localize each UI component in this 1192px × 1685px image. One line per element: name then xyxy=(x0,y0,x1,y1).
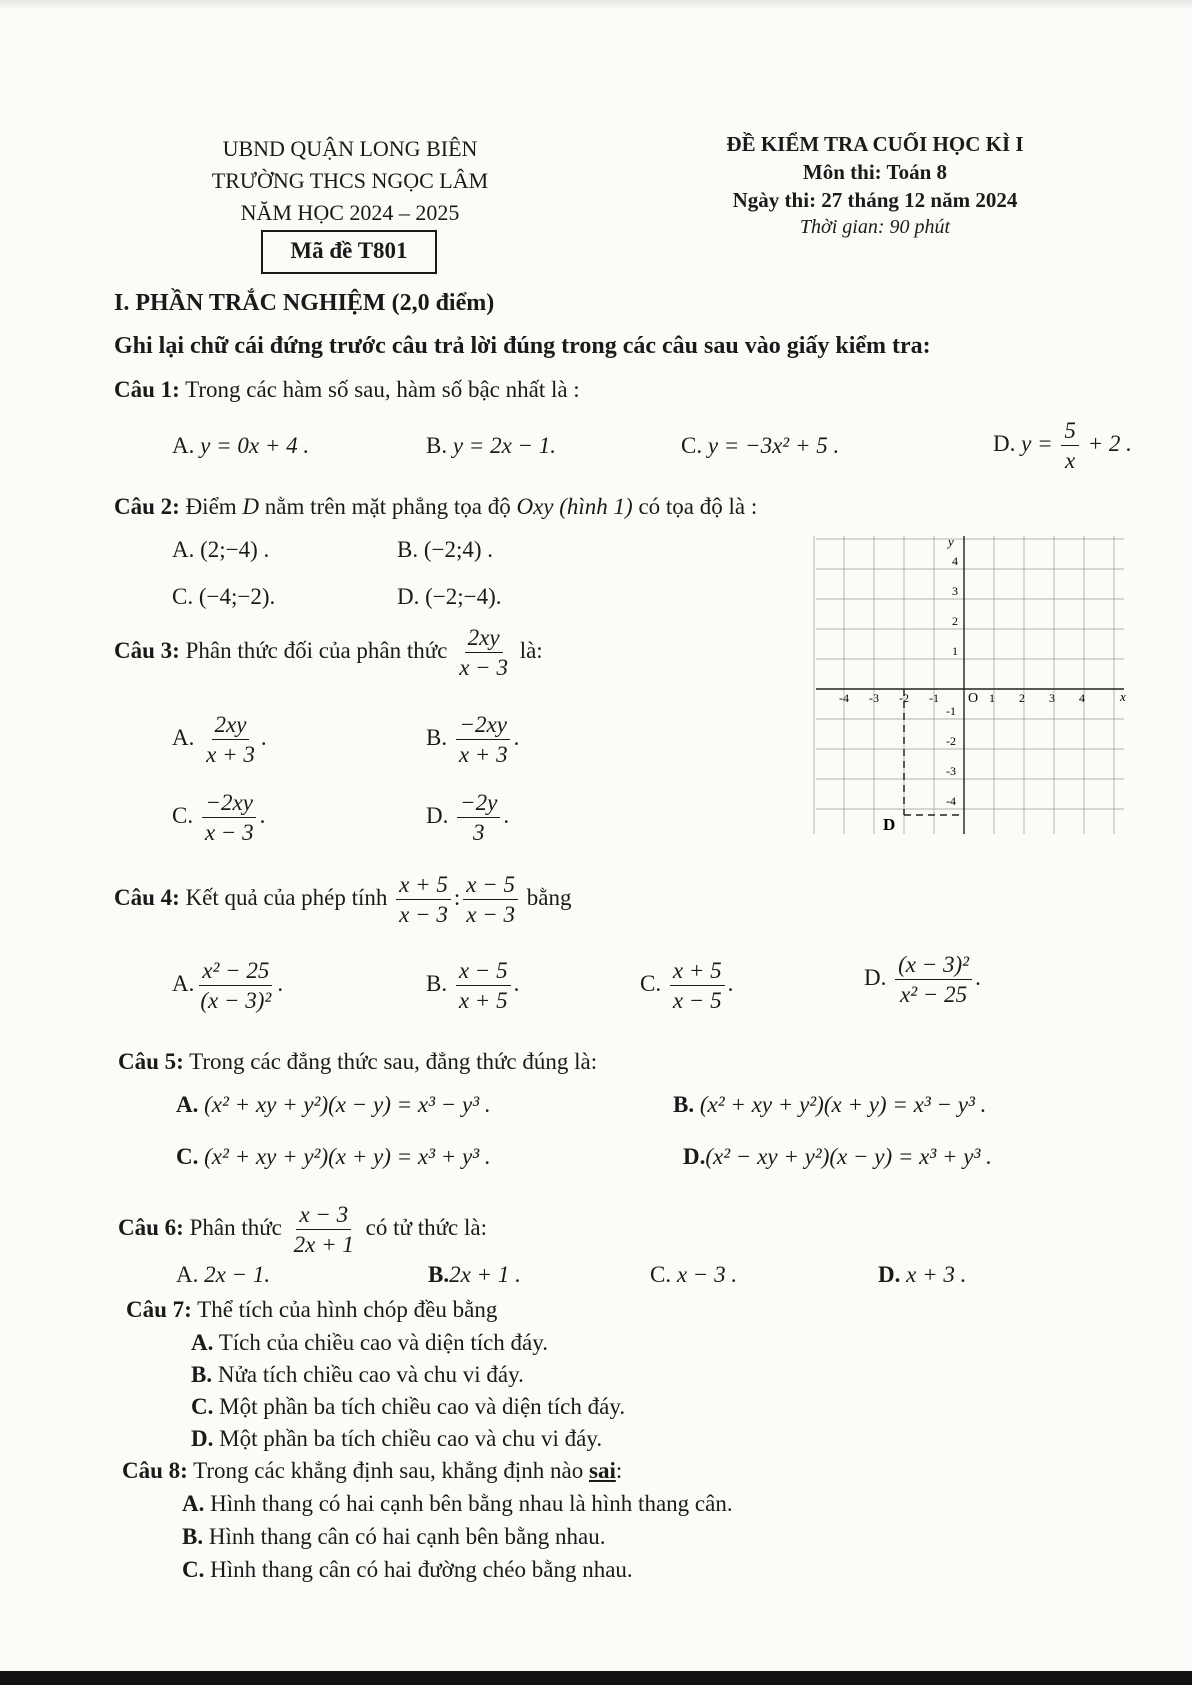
q7-option-d: D. Một phần ba tích chiều cao và chu vi đáy. xyxy=(191,1426,603,1451)
x-tick-label: 2 xyxy=(1019,691,1025,705)
origin-label: O xyxy=(968,691,979,706)
q2-option-b: B. (−2;4) . xyxy=(397,537,494,562)
q2-option-c: C. (−4;−2). xyxy=(172,584,276,609)
q3-option-a: A. $\frac{2xy}{x + 3}$ . xyxy=(172,712,267,768)
q8-option-b: B. Hình thang cân có hai cạnh bên bằng nhau. xyxy=(182,1524,606,1549)
y-tick-label: 4 xyxy=(952,554,958,568)
y-tick-label: 1 xyxy=(952,644,958,658)
q4-option-c: C. $\frac{x + 5}{x - 5}$ . xyxy=(640,958,734,1014)
q6-option-b: B.2x + 1 . xyxy=(428,1262,521,1287)
q3-option-c: C. $\frac{-2xy}{x - 3}$ . xyxy=(172,790,266,846)
x-tick-label: -2 xyxy=(899,691,909,705)
exam-date: Ngày thi: 27 tháng 12 năm 2024 xyxy=(732,188,1018,212)
x-tick-label: 4 xyxy=(1079,691,1085,705)
section-instruction: Ghi lại chữ cái đứng trước câu trả lời đúng trong các câu sau vào giấy kiểm tra: xyxy=(114,333,931,359)
y-axis-label: y xyxy=(948,534,954,549)
district-name: UBND QUẬN LONG BIÊN xyxy=(222,136,478,161)
q8-option-c: C. Hình thang cân có hai đường chéo bằng nhau. xyxy=(182,1557,633,1582)
x-tick-label: 1 xyxy=(989,691,995,705)
q7-option-c: C. Một phần ba tích chiều cao và diện tích đáy. xyxy=(191,1394,626,1419)
y-tick-label: -4 xyxy=(946,794,956,808)
x-tick-label: -1 xyxy=(929,691,939,705)
question-1 xyxy=(114,377,580,403)
question-6: Câu 6: Phân thức $\frac{x - 3}{2x + 1}$ có tử thức là: xyxy=(118,1202,487,1258)
question-4: Câu 4: Kết quả của phép tính $\frac{x + 5}{x - 3}$ : $\frac{x - 5}{x - 3}$ bằng xyxy=(114,872,572,928)
question-7: Câu 7: Thể tích của hình chóp đều bằng xyxy=(126,1297,498,1322)
scan-bottom-edge xyxy=(0,1671,1192,1685)
q1-text: Trong các hàm số sau, hàm số bậc nhất là : xyxy=(185,377,580,402)
q5-option-c: C. (x² + xy + y²)(x + y) = x³ + y³ . xyxy=(176,1144,491,1169)
point-d-label: D xyxy=(883,815,896,834)
section-title: I. PHẦN TRẮC NGHIỆM (2,0 điểm) xyxy=(114,290,495,316)
school-year: NĂM HỌC 2024 – 2025 xyxy=(240,200,460,225)
school-name: TRƯỜNG THCS NGỌC LÂM xyxy=(211,168,489,193)
q1-label: Câu 1: xyxy=(114,377,180,402)
x-tick-label: 3 xyxy=(1049,691,1055,705)
q1-option-a: A. y = 0x + 4 . xyxy=(172,433,310,458)
y-tick-label: 3 xyxy=(952,584,958,598)
q4-option-d: D. $\frac{\text{(x − 3)²}}{\text{x² − 25}}$ . xyxy=(864,952,981,1008)
y-tick-label: 2 xyxy=(952,614,958,628)
q1-option-c: C. y = −3x² + 5 . xyxy=(681,433,840,458)
x-tick-label: -3 xyxy=(869,691,879,705)
question-5: Câu 5: Trong các đẳng thức sau, đẳng thức đúng là: xyxy=(118,1049,598,1074)
q2-option-a: A. (2;−4) . xyxy=(172,537,270,562)
q7-option-b: B. Nửa tích chiều cao và chu vi đáy. xyxy=(191,1362,524,1387)
q8-emphasis-sai: sai xyxy=(589,1458,616,1483)
coordinate-graph xyxy=(812,532,1130,837)
question-8: Câu 8: Trong các khẳng định sau, khẳng định nào sai: xyxy=(122,1458,623,1483)
scan-top-edge xyxy=(0,0,1192,10)
q6-option-d: D. x + 3 . xyxy=(878,1262,967,1287)
q3-option-d: D. $\frac{-2y}{3}$ . xyxy=(426,790,510,846)
q5-option-d: D.(x² − xy + y²)(x − y) = x³ + y³ . xyxy=(683,1144,992,1169)
q5-option-a: A. (x² + xy + y²)(x − y) = x³ − y³ . xyxy=(176,1092,491,1117)
exam-title: ĐỀ KIỂM TRA CUỐI HỌC KÌ I xyxy=(726,132,1024,156)
x-tick-label: -4 xyxy=(839,691,849,705)
y-tick-label: -3 xyxy=(946,764,956,778)
q1-option-b: B. y = 2x − 1. xyxy=(426,433,557,458)
q5-option-b: B. (x² + xy + y²)(x + y) = x³ − y³ . xyxy=(673,1092,987,1117)
exam-subject: Môn thi: Toán 8 xyxy=(802,160,948,184)
question-2: Câu 2: Điểm D nằm trên mặt phẳng tọa độ Oxy (hình 1) có tọa độ là : xyxy=(114,494,758,519)
q6-option-a: A. 2x − 1. xyxy=(176,1262,271,1287)
q4-option-a: A. $\frac{\text{x² − 25}}{\text{(x − 3)²}}$ . xyxy=(172,958,284,1014)
y-tick-label: -2 xyxy=(946,734,956,748)
exam-duration: Thời gian: 90 phút xyxy=(799,216,951,238)
q2-option-d: D. (−2;−4). xyxy=(397,584,502,609)
x-axis-label: x xyxy=(1120,689,1126,704)
q4-option-b: B. $\frac{x - 5}{x + 5}$ . xyxy=(426,958,520,1014)
exam-code: Mã đề T801 xyxy=(290,238,408,263)
q8-option-a: A. Hình thang có hai cạnh bên bằng nhau là hình thang cân. xyxy=(182,1491,733,1516)
q6-option-c: C. x − 3 . xyxy=(650,1262,738,1287)
q7-option-a: A. Tích của chiều cao và diện tích đáy. xyxy=(191,1330,549,1355)
y-tick-label: -1 xyxy=(946,704,956,718)
question-3: Câu 3: Phân thức đối của phân thức $\frac{2xy}{x - 3}$ là: xyxy=(114,625,543,681)
q1-option-d: D. y = $\frac{5}{x}$ + 2 . xyxy=(993,418,1132,474)
q3-option-b: B. $\frac{-2xy}{x + 3}$ . xyxy=(426,712,520,768)
